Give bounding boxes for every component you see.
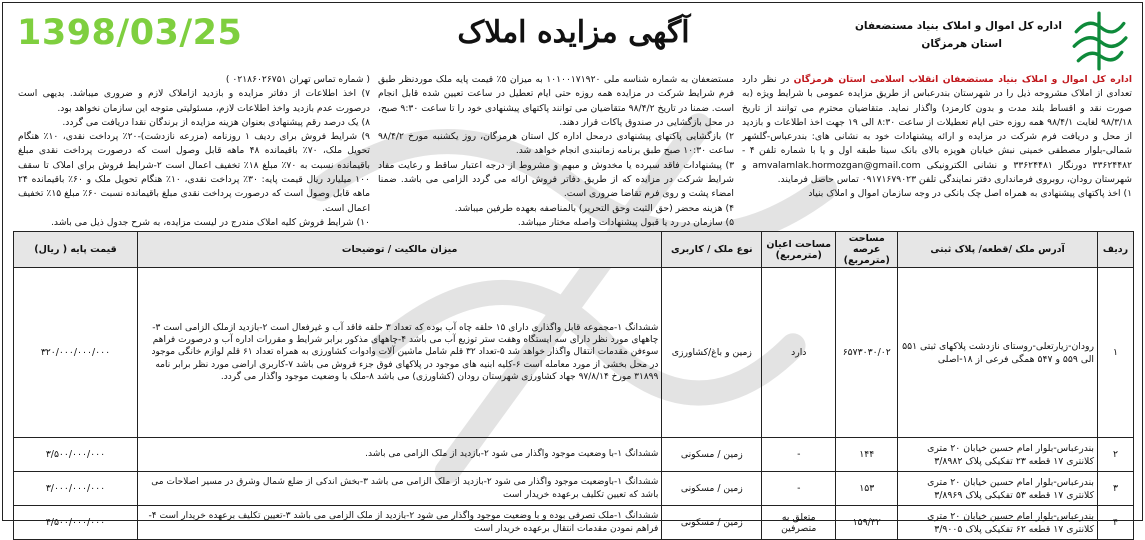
row-number: ۳ (1098, 472, 1134, 506)
row-building: دارد (762, 268, 836, 438)
foundation-logo-icon (1068, 9, 1130, 71)
row-address: بندرعباس-بلوار امام حسین خیابان ۲۰ متری کلانتری ۱۷ قطعه ۵۳ تفکیکی پلاک ۳/۸۹۶۹ (898, 472, 1098, 506)
row-price: ۳/۰۰۰/۰۰۰/۰۰۰ (14, 472, 138, 506)
row-area: ۱۴۴ (836, 438, 898, 472)
contact-email: amvalamlak.hormozgan@gmail.com (752, 159, 921, 171)
table-row (14, 438, 1134, 472)
table-row (14, 268, 1134, 438)
row-address: بندرعباس-بلوار امام حسین خیابان ۲۰ متری کلانتری ۱۷ قطعه ۶۲ تفکیکی پلاک ۳/۹۰۰۵ (898, 506, 1098, 540)
table-header-row (14, 232, 1134, 268)
condition-5: ۵) سازمان در رد یا قبول پیشنهادات واصله مختار میباشد. (517, 216, 734, 228)
table-row (14, 472, 1134, 506)
col-building: مساحت اعیان (مترمربع) (762, 232, 836, 268)
tehran-contact: ( شماره تماس تهران ۰۲۱۸۶۰۲۶۷۵۱ ) (225, 74, 370, 85)
row-building: - (762, 438, 836, 472)
row-type: زمین / مسکونی (662, 472, 762, 506)
col-type: نوع ملک / کاربری (662, 232, 762, 268)
row-building: متعلق به متصرفین (762, 506, 836, 540)
row-description: ششدانگ ۱-با وضعیت موجود واگذار می شود ۲-بازدید از ملک الزامی می باشد. (137, 438, 661, 472)
organization-name (822, 17, 1062, 53)
col-area: مساحت عرصه (مترمربع) (836, 232, 898, 268)
row-area: ۱۵۹/۳۲ (836, 506, 898, 540)
condition-1-cont: مستضعفان به شماره شناسه ملی ۱۰۱۰۰۱۷۱۹۲۰ به میزان ۵٪ قیمت پایه ملک موردنظر طبق فرم شرایط شرکت در مزایده همه روزه حتی ایام تعطیل در ساعت تعیین شده قابل انجام است. ضمنا در تاریخ ۹۸/۴/۲ متقاضیان می توانند پاکتهای پیشنهادی خود را تا ساعت ۹:۳۰ صبح، در محل بازگشایی در صندوق پاکات قرار دهند. (378, 74, 734, 128)
col-price: قیمت پایه ( ریال) (14, 232, 138, 268)
condition-2: ۲) بازگشایی پاکتهای پیشنهادی درمحل اداره کل استان هرمزگان، روز یکشنبه مورخ ۹۸/۴/۲ ساعت ۱۰:۳۰ صبح طبق برنامه زمانبندی انجام خواهد شد. (378, 131, 734, 157)
row-number: ۴ (1098, 506, 1134, 540)
row-area: ۶۵۷۳۰۳۰/۰۲ (836, 268, 898, 438)
property-table (13, 231, 1134, 540)
org-line-2: استان هرمزگان (921, 38, 1002, 50)
condition-7: ۷) اخذ اطلاعات از دفاتر مزایده و بازدید ازاملاک لازم و ضروری میباشد. بدیهی است درصورت عدم بازدید واخذ اطلاعات لازم، مسئولیتی متوجه این سازمان نخواهد بود. (18, 88, 370, 114)
col-status: میزان مالکیت / توضیحات (137, 232, 661, 268)
col-address: آدرس ملک /قطعه/ پلاک ثبتی (898, 232, 1098, 268)
condition-9: ۹) شرایط فروش برای ردیف ۱ روزنامه (مزرعه نازدشت)-۲۰٪ پرداخت نقدی، ۱۰٪ هنگام تحویل ملک، ۷۰٪ باقیمانده ۴۸ ماهه قابل وصول است که درصورت پرداخت نقدی مبلغ باقیمانده نسبت به ۷۰٪ مبلغ ۱۸٪ تخفیف اعمال است ۲-شرایط فروش برای املاک تا سقف ۱۰۰ میلیارد ریال قیمت پایه: ۳۰٪ پرداخت نقدی، ۱۰٪ هنگام تحویل ملک و ۶۰٪ باقیمانده ۲۴ ماهه قابل وصول است که درصورت پرداخت نقدی مبلغ باقیمانده نسبت ۶۰٪ مبلغ ۱۵٪ تخفیف اعمال است. (18, 131, 370, 214)
condition-1: ۱) اخذ پاکتهای پیشنهادی به همراه اصل چک بانکی در وجه سازمان اموال و املاک بنیاد (808, 188, 1132, 200)
intro-body: در نظر دارد تعدادی از املاک مشروحه ذیل را در شهرستان بندرعباس از طریق مزایده عمومی با شرایط ویژه (به صورت نقد و اقساط بلند مدت و بدون کارمزد) واگذار نماید. متقاضیان محترم می توانند از تاریخ ۹۸/۳/۱۸ لغایت ۹۸/۴/۱ همه روزه حتی ایام تعطیلات از ساعت ۸:۳۰ الی ۱۹ جهت اخذ اطلاعات و بازدید از محل و دریافت فرم شرکت در مزایده و ارائه پیشنهادات خود به نشانی های: بندرعباس-گلشهر شمالی-بلوار مصطفی خمینی نبش خیابان هویزه بالای بانک سینا طبقه اول و یا با شماره تلفن ۴ - ۳۳۶۲۴۴۸۲ دورنگار ۳۳۶۲۴۴۸۱ و نشانی الکترونیکی (742, 74, 1133, 171)
page-title: آگهی مزایده املاک (457, 15, 690, 50)
row-description: ششدانگ ۱-مجموعه قابل واگذاری دارای ۱۵ حلقه چاه آب بوده که تعداد ۳ حلقه فاقد آب و غیرفعال است ۲-بازدید ازملک الزامی است ۳-چاههای مورد نظر دارای سه ایستگاه وهفت ستر توزیع آب می باشد ۴-چاههای مذکور برابر شرایط و مقررات اداره آب و درصورت فراهم سوءفن مقدمات انتقال واگذار خواهد شد ۵-تعداد ۳۲ قلم شامل ماشین آلات وادوات کشاورزی به همراه تعداد ۶۱ قلم لوازم خانگی موجود در محل بخشی از مورد معامله است ۶-کلیه ابنیه های موجود در پلاکهای فوق جزء فروش می باشد ۷-کاربری اراضی مورد نظر برابر نامه ۳۱۸۹۹ مورخ ۹۷/۸/۱۴ جهاد کشاورزی شهرستان رودان (کشاورزی) می باشد ۸-ملک با وضعیت موجود واگذار می گردد. (137, 268, 661, 438)
row-price: ۳/۵۰۰/۰۰۰/۰۰۰ (14, 438, 138, 472)
intro-org-name: اداره کل اموال و املاک بنیاد مستضعفان انقلاب اسلامی استان هرمزگان (793, 74, 1132, 85)
publication-date: 1398/03/25 (17, 13, 243, 53)
table-row (14, 506, 1134, 540)
condition-3: ۳) پیشنهادات فاقد سپرده یا مخدوش و مبهم و مشروط از درجه اعتبار ساقط و رعایت مفاد شرایط شرکت در مزایده که از طریق دفاتر فروش ارائه می گردد الزامی می باشد. ضمنا امضاء پشت و روی فرم تقاضا ضروری است. (378, 159, 734, 200)
condition-4: ۴) هزینه محضر (حق الثبت وحق التحریر) بالمناصفه بعهده طرفین میباشد. (454, 202, 734, 214)
newspaper-ad (2, 2, 1143, 535)
row-type: زمین / مسکونی (662, 506, 762, 540)
col-row: ردیف (1098, 232, 1134, 268)
row-number: ۱ (1098, 268, 1134, 438)
row-type: زمین و باغ/کشاورزی (662, 268, 762, 438)
condition-10: ۱۰) شرایط فروش کلیه املاک مندرج در لیست مزایده، به شرح جدول ذیل می باشد. (50, 216, 370, 228)
intro-body-2: و شهرستان رودان، روبروی فرمانداری دفتر نمایندگی تلفن ۰۹۱۷۱۶۷۹۰۲۳ تماس حاصل فرمایند. (742, 159, 1132, 186)
row-description: ششدانگ ۱-باوضعیت موجود واگذار می شود ۲-بازدید از ملک الزامی می باشد ۳-بخش اندکی از ضلع شمال وشرق در مسیر اصلاحات می باشد که تعیین تکلیف برعهده خریدار است (137, 472, 661, 506)
row-address: بندرعباس-بلوار امام حسین خیابان ۲۰ متری کلانتری ۱۷ قطعه ۲۳ تفکیکی پلاک ۳/۸۹۸۲ (898, 438, 1098, 472)
row-type: زمین / مسکونی (662, 438, 762, 472)
row-price: ۴/۵۰۰/۰۰۰/۰۰۰ (14, 506, 138, 540)
row-area: ۱۵۳ (836, 472, 898, 506)
row-address: رودان-زیارتعلی-روستای نازدشت پلاکهای ثبتی ۵۵۱ الی ۵۵۹ و ۵۴۷ همگی فرعی از ۱۸-اصلی (898, 268, 1098, 438)
row-price: ۳۲۰/۰۰۰/۰۰۰/۰۰۰ (14, 268, 138, 438)
row-building: - (762, 472, 836, 506)
org-line-1: اداره کل اموال و املاک بنیاد مستضعفان (854, 20, 1062, 32)
row-number: ۲ (1098, 438, 1134, 472)
row-description: ششدانگ ۱-ملک تصرفی بوده و با وضعیت موجود واگذار می شود ۲-بازدید از ملک الزامی می باشد ۳-تعیین تکلیف برعهده خریدار است ۴-فراهم نمودن مقدمات انتقال برعهده خریدار است (137, 506, 661, 540)
condition-8: ۸) یک درصد رقم پیشنهادی بعنوان هزینه مزایده از برندگان نقدا دریافت می گردد. (62, 116, 370, 128)
